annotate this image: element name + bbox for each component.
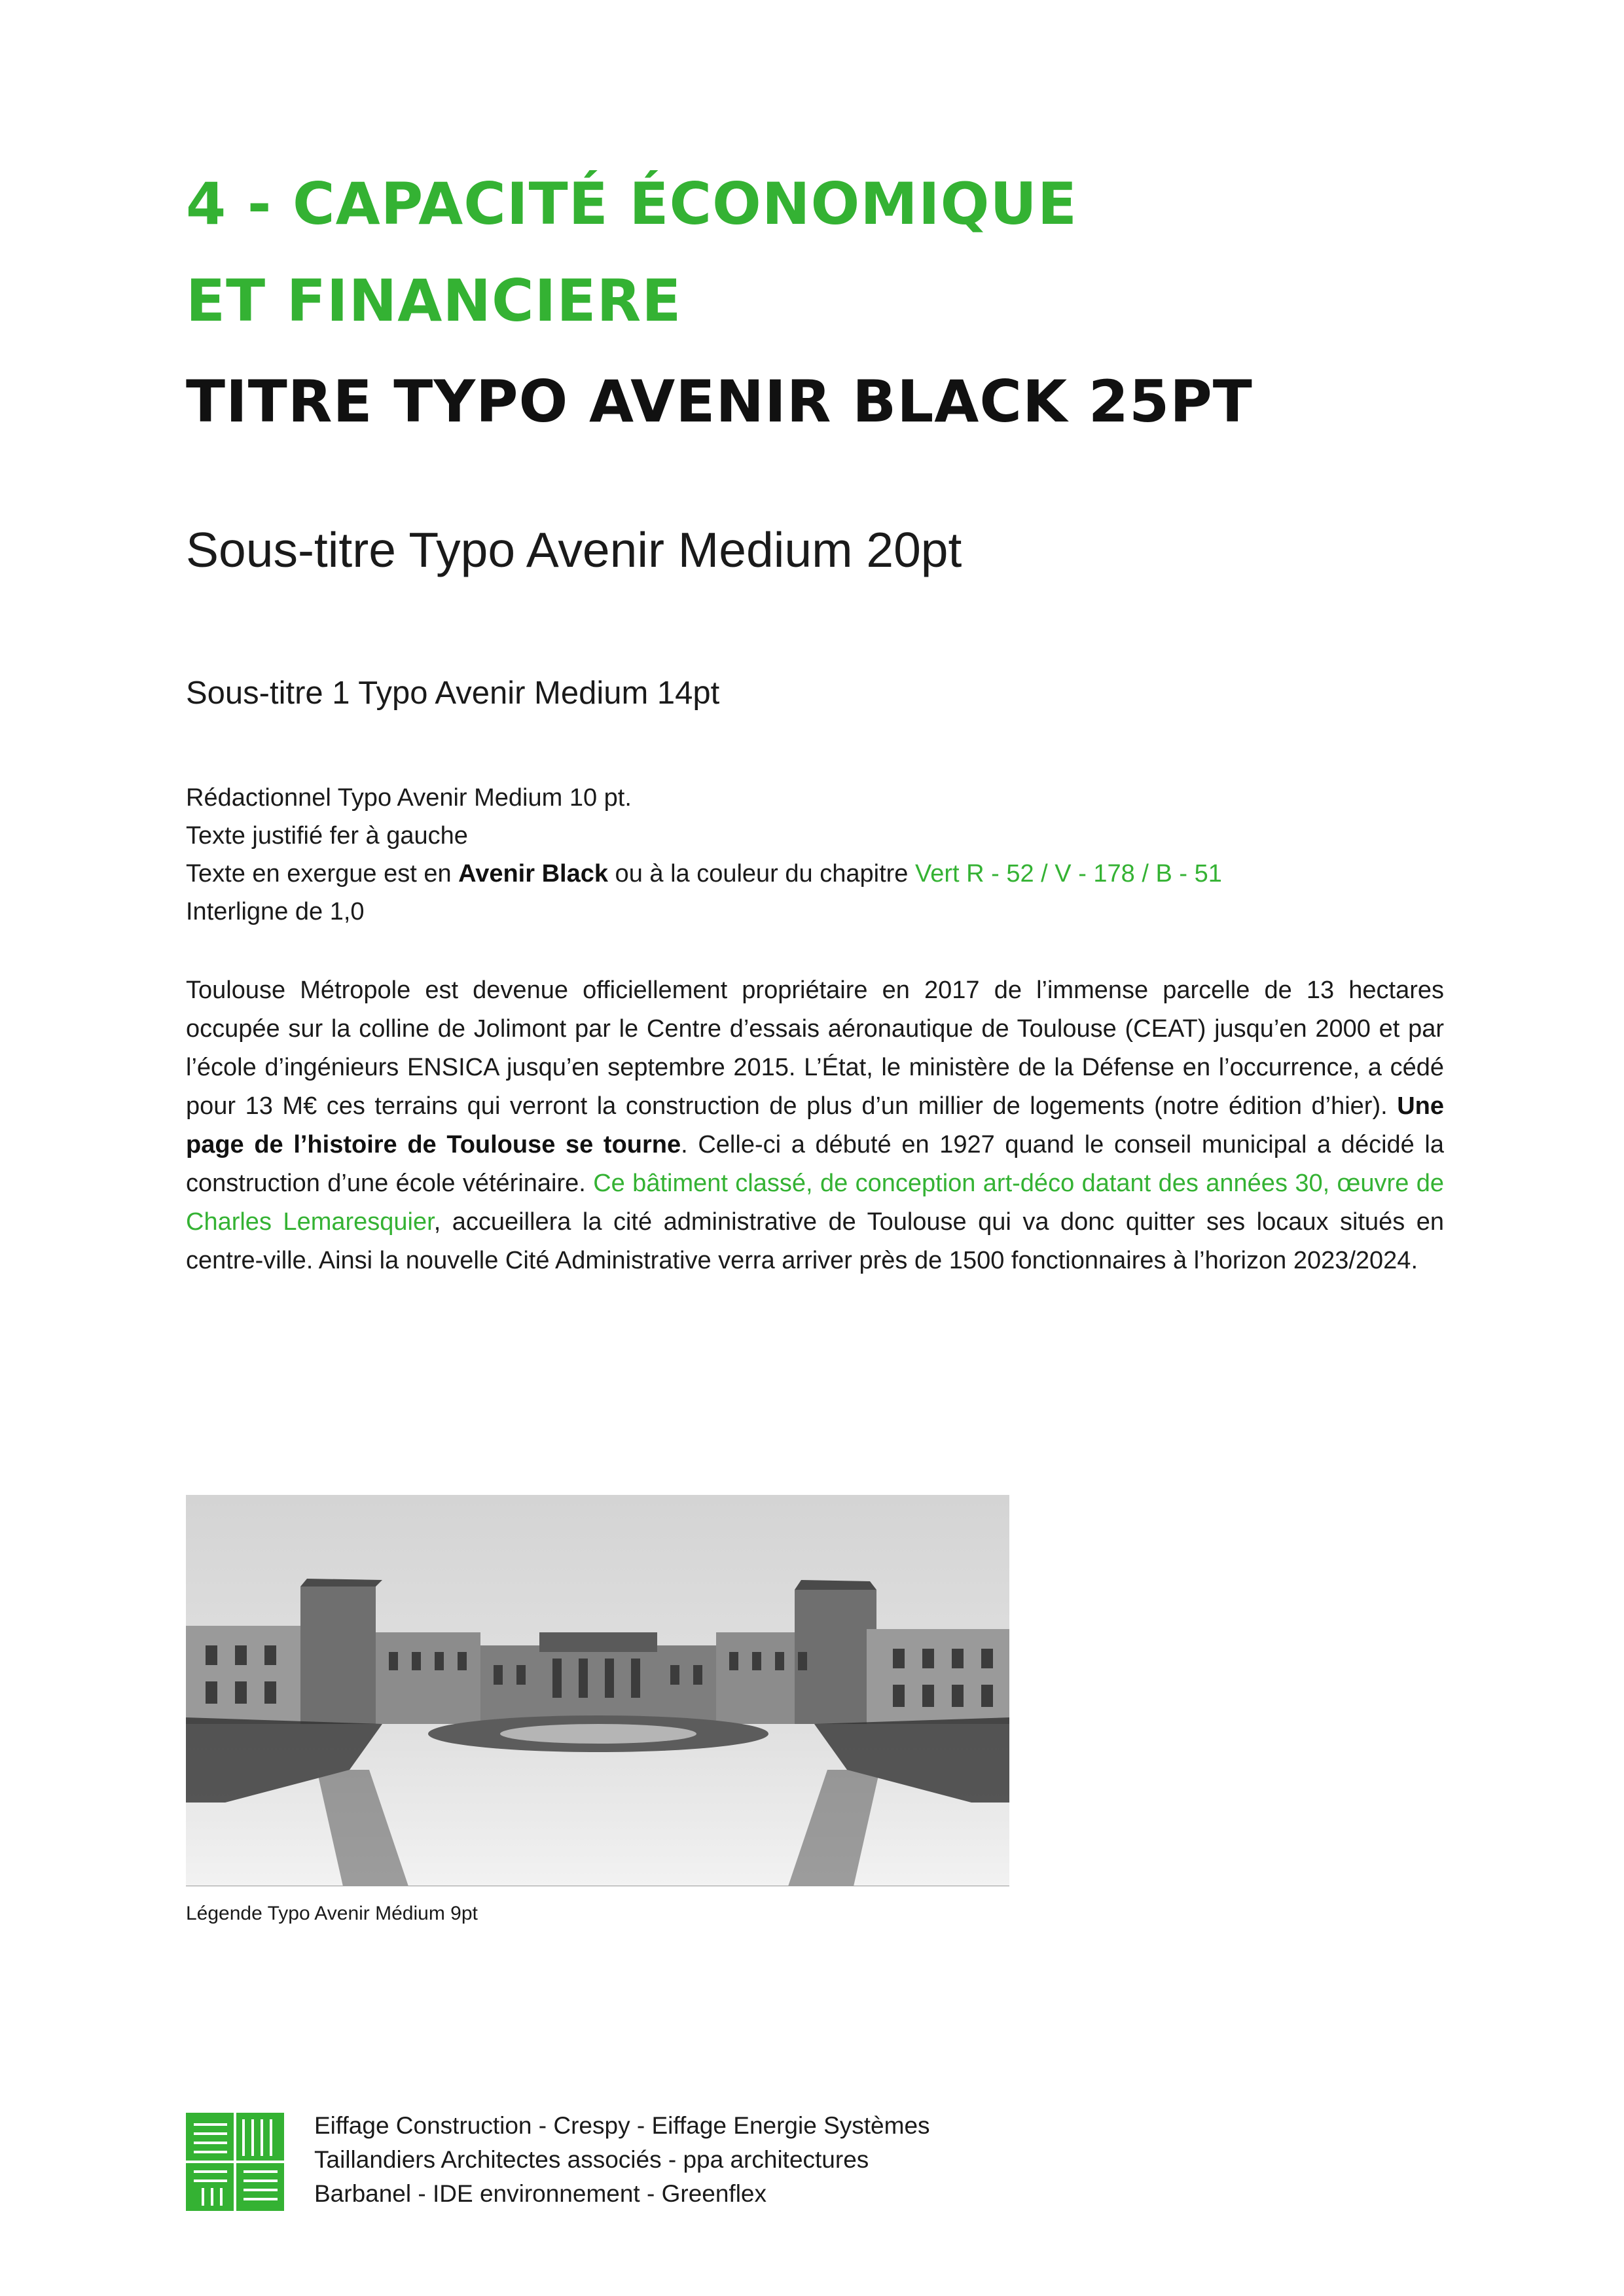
footer-credits [314,2109,930,2211]
spec-line-body-font: Rédactionnel Typo Avenir Medium 10 pt. [186,784,632,812]
page-title: TITRE TYPO AVENIR BLACK 25PT [186,368,1253,435]
subtitle-14pt: Sous-titre 1 Typo Avenir Medium 14pt [186,675,720,711]
subtitle-20pt: Sous-titre Typo Avenir Medium 20pt [186,522,962,577]
typography-spec [186,779,1443,931]
body-emphasis-green: Ce bâtiment classé, de conception art-déco datant des années 30, œuvre de Charles Lemaresquier [186,1170,1444,1236]
spec-emphasis-green: Vert R - 52 / V - 178 / B - 51 [914,860,1222,888]
chapter-title-line-2: ET FINANCIERE [186,267,682,334]
credits-line-3: Barbanel - IDE environnement - Greenflex [314,2180,767,2207]
building-photo [186,1495,1009,1886]
body-paragraph [186,971,1444,1280]
chapter-title-line-1: 4 - CAPACITÉ ÉCONOMIQUE [186,170,1077,238]
photo-caption: Légende Typo Avenir Médium 9pt [186,1903,478,1924]
body-text-2: . Celle-ci a débuté en 1927 quand le conseil municipal a décidé la construction d’une école vétérinaire. [186,1131,1445,1197]
body-emphasis-bold: Une page de l’histoire de Toulouse se tourne [186,1092,1444,1158]
spec-line-emphasis [186,855,1443,893]
logo-icon [186,2113,284,2211]
spec-emphasis-bold: Avenir Black [458,860,608,888]
body-text-1: Toulouse Métropole est devenue officiellement propriétaire en 2017 de l’immense parcelle de 13 hectares occupée sur la colline de Jolimont par le Centre d’essais aéronautique de Toulouse (CEAT) jusqu’en 2000 et par l’école d’ingénieurs ENSICA jusqu’en septembre 2015. L’État, le ministère de la Défense en l’occurrence, a cédé pour 13 M€ ces terrains qui verront la construction de plus d’un millier de logements (notre édition d’hier). [186,977,1444,1120]
art-deco-building-drawing [186,1495,1009,1886]
credits-line-1: Eiffage Construction - Crespy - Eiffage Energie Systèmes [314,2112,930,2139]
spec-line-leading: Interligne de 1,0 [186,898,365,925]
chapter-title [186,156,1077,350]
spec-line-alignment: Texte justifié fer à gauche [186,822,468,850]
spec-emphasis-text-a: Texte en exergue est en [186,860,459,888]
green-square-grid-logo [186,2113,284,2211]
credits-line-2: Taillandiers Architectes associés - ppa architectures [314,2146,869,2173]
body-text-3: , accueillera la cité administrative de Toulouse qui va donc quitter ses locaux situés en centre-ville. Ainsi la nouvelle Cité Administrative verra arriver près de 1500 fonctionnaires à l’horizon 2023/2024. [186,1208,1444,1274]
spec-emphasis-text-b: ou à la couleur du chapitre [608,860,915,888]
